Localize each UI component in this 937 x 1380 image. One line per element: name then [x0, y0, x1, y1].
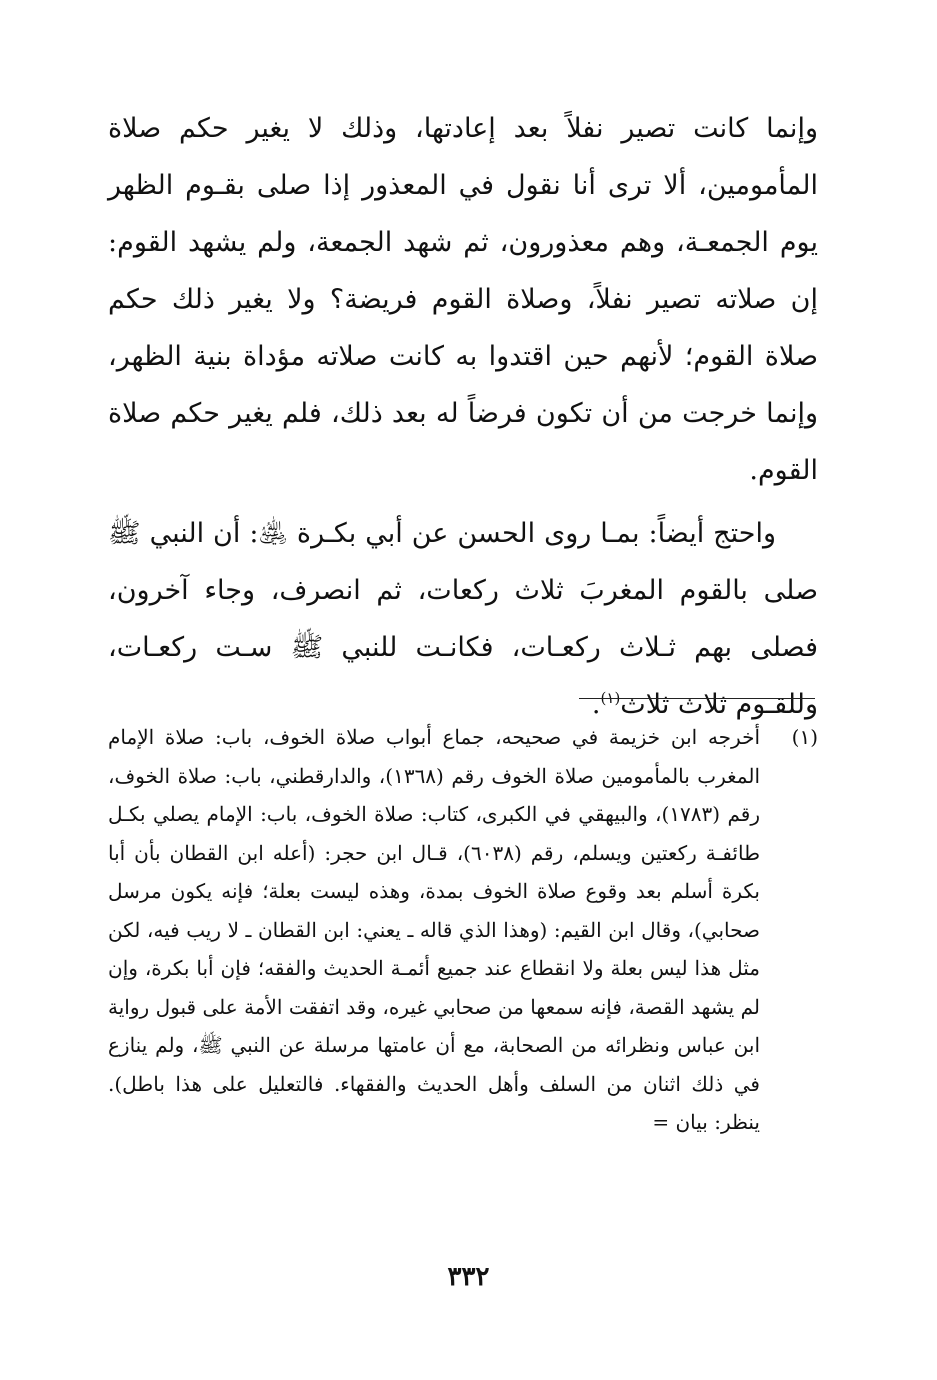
footnote: [108, 718, 818, 1142]
footnote-marker: (١): [791, 725, 818, 749]
paragraph-2-end: .: [591, 689, 601, 720]
footnote-reference[interactable]: (١): [600, 689, 621, 707]
footnote-separator: [579, 698, 815, 699]
paragraph-2-text: واحتج أيضاً: بمـا روى الحسن عن أبي بكـرة ﵁: أن النبي ﷺ صلى بالقوم المغربَ ثلاث ركعات، ثم انصرف، وجاء آخرون، فصلى بهم ثـلاث ركعـات، فكانـت للنبي ﷺ سـت ركعـات، وللقـوم ثلاث ثلاث: [108, 518, 818, 720]
paragraph-1: وإنما كانت تصير نفلاً بعد إعادتها، وذلك لا يغير حكم صلاة المأمومين، ألا ترى أنا نقول في المعذور إذا صلى بقـوم الظهر يوم الجمعـة، وهم معذورون، ثم شهد الجمعة، ولم يشهد القوم: إن صلاته تصير نفلاً، وصلاة القوم فريضة؟ ولا يغير ذلك حكم صلاة القوم؛ لأنهم حين اقتدوا به كانت صلاته مؤداة بنية الظهر، وإنما خرجت من أن تكون فرضاً له بعد ذلك، فلم يغير حكم صلاة القوم.: [108, 113, 818, 486]
footnote-text: أخرجه ابن خزيمة في صحيحه، جماع أبواب صلاة الخوف، باب: صلاة الإمام المغرب بالمأمومين صلاة الخوف رقم (١٣٦٨)، والدارقطني، باب: صلاة الخوف، رقم (١٧٨٣)، والبيهقي في الكبرى، كتاب: صلاة الخوف، باب: الإمام يصلي بكـل طائفـة ركعتين ويسلم، رقم (٦٠٣٨)، قـال ابن حجر: (أعله ابن القطان بأن أبا بكرة أسلم بعد وقوع صلاة الخوف بمدة، وهذه ليست بعلة؛ فإنه يكون مرسل صحابي)، وقال ابن القيم: (وهذا الذي قاله ـ يعني: ابن القطان ـ لا ريب فيه، لكن مثل هذا ليس بعلة ولا انقطاع عند جميع أئمـة الحديث والفقه؛ فإن أبا بكرة، وإن لم يشهد القصة، فإنه سمعها من صحابي غيره، وقد اتفقت الأمة على قبول رواية ابن عباس ونظرائه من الصحابة، مع أن عامتها مرسلة عن النبي ﷺ، ولم ينازع في ذلك اثنان من السلف وأهل الحديث والفقهاء. فالتعليل على هذا باطل). ينظر: بيان =: [108, 725, 761, 1134]
page-number: ٣٣٢: [447, 1262, 490, 1292]
main-text-body: [108, 100, 818, 733]
